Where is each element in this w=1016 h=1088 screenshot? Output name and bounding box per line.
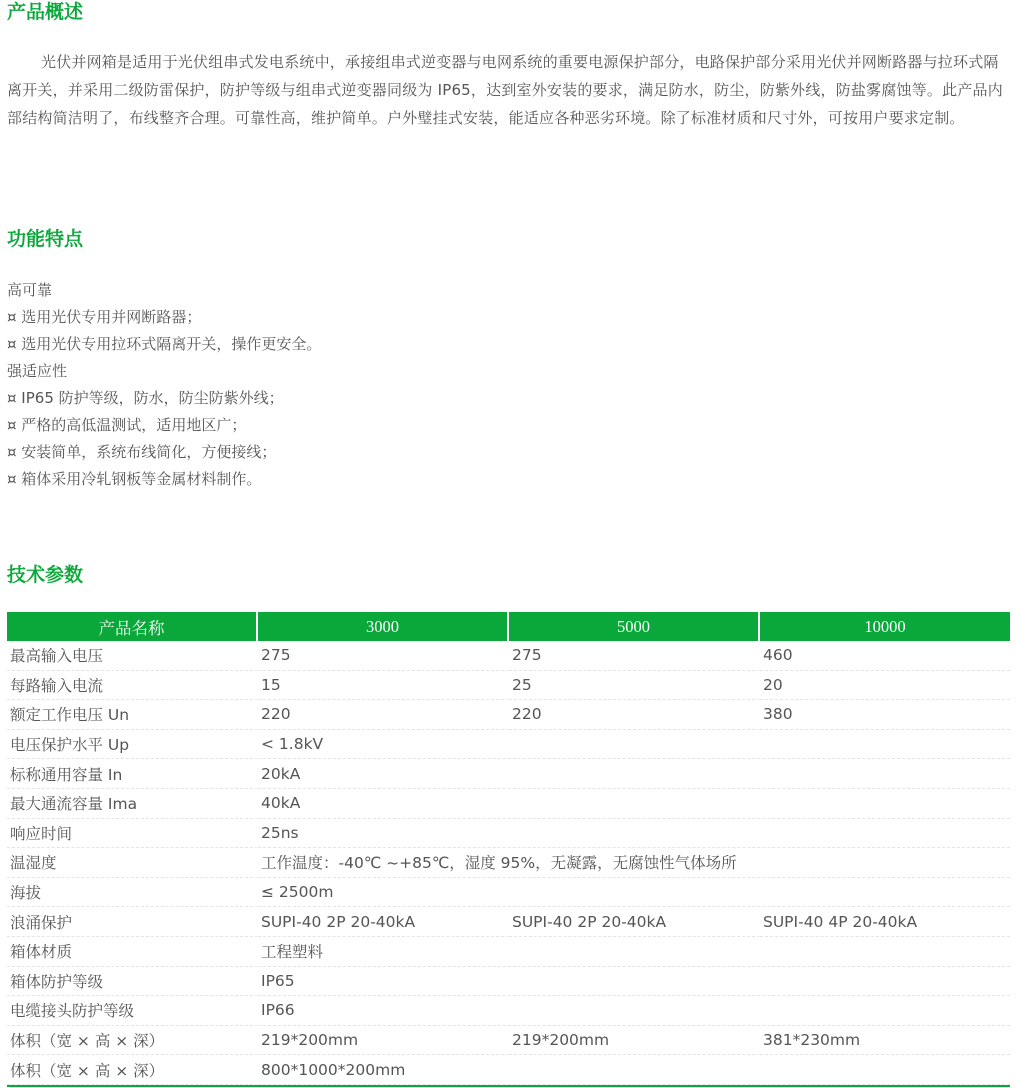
- table-row: [7, 671, 1010, 701]
- specs-heading: 技术参数: [7, 564, 84, 586]
- spec-table: [7, 612, 1010, 1087]
- param-value-cell: IP65: [258, 967, 1010, 997]
- feature-item: ¤ 箱体采用冷轧钢板等金属材料制作。: [7, 470, 262, 488]
- feature-item: ¤ 严格的高低温测试，适用地区广；: [7, 416, 247, 434]
- param-value-cell: 25: [509, 671, 760, 701]
- table-row: [7, 700, 1010, 730]
- spec-header-row: [7, 612, 1010, 641]
- param-value-cell: 20kA: [258, 759, 1010, 789]
- param-value-cell: ≤ 2500m: [258, 878, 1010, 908]
- table-row: [7, 937, 1010, 967]
- param-name-cell: 温湿度: [7, 848, 258, 878]
- param-value-cell: IP66: [258, 996, 1010, 1026]
- param-value-cell: 40kA: [258, 789, 1010, 819]
- table-row: [7, 848, 1010, 878]
- param-value-cell: 25ns: [258, 819, 1010, 849]
- param-value-cell: SUPI-40 2P 20-40kA: [258, 907, 509, 937]
- table-row: [7, 1026, 1010, 1056]
- header-model-5000: 5000: [509, 612, 760, 641]
- param-name-cell: 最高输入电压: [7, 641, 258, 671]
- param-name-cell: 最大通流容量 Ima: [7, 789, 258, 819]
- param-name-cell: 额定工作电压 Un: [7, 700, 258, 730]
- features-list: [7, 277, 907, 493]
- param-name-cell: 每路输入电流: [7, 671, 258, 701]
- overview-paragraph: 光伏并网箱是适用于光伏组串式发电系统中，承接组串式逆变器与电网系统的重要电源保护部分，电路保护部分采用光伏并网断路器与拉环式隔离开关，并采用二级防雷保护，防护等级与组串式逆变器同级为 IP65，达到室外安装的要求，满足防水，防尘，防紫外线，防盐雾腐蚀等。此产品内部结构简洁明了，布线整齐合理。可靠性高，维护简单。户外璧挂式安装，能适应各种恶劣环境。除了标准材质和尺寸外，可按用户要求定制。: [7, 53, 1003, 127]
- param-value-cell: 220: [509, 700, 760, 730]
- table-row: [7, 759, 1010, 789]
- param-name-cell: 浪涌保护: [7, 907, 258, 937]
- feature-category: 高可靠: [7, 281, 53, 299]
- param-value-cell: 460: [760, 641, 1010, 671]
- table-row: [7, 907, 1010, 937]
- param-name-cell: 标称通用容量 In: [7, 759, 258, 789]
- param-value-cell: 15: [258, 671, 509, 701]
- param-value-cell: 220: [258, 700, 509, 730]
- table-row: [7, 1055, 1010, 1085]
- table-row: [7, 967, 1010, 997]
- feature-item: ¤ IP65 防护等级，防水，防尘防紫外线；: [7, 389, 284, 407]
- table-row: [7, 730, 1010, 760]
- param-value-cell: 工作温度：-40℃ ~+85℃，湿度 95%，无凝露，无腐蚀性气体场所: [258, 848, 1010, 878]
- param-value-cell: 800*1000*200mm: [258, 1055, 1010, 1085]
- header-model-10000: 10000: [760, 612, 1010, 641]
- overview-heading: 产品概述: [7, 1, 84, 23]
- param-name-cell: 体积（宽 × 高 × 深）: [7, 1026, 258, 1056]
- param-value-cell: 275: [258, 641, 509, 671]
- param-name-cell: 箱体防护等级: [7, 967, 258, 997]
- header-model-3000: 3000: [258, 612, 509, 641]
- table-row: [7, 878, 1010, 908]
- spec-table-body: [7, 641, 1010, 1085]
- param-value-cell: < 1.8kV: [258, 730, 1010, 760]
- table-row: [7, 641, 1010, 671]
- param-value-cell: 219*200mm: [509, 1026, 760, 1056]
- param-value-cell: 工程塑料: [258, 937, 1010, 967]
- param-name-cell: 海拔: [7, 878, 258, 908]
- table-row: [7, 996, 1010, 1026]
- param-value-cell: 381*230mm: [760, 1026, 1010, 1056]
- param-value-cell: 275: [509, 641, 760, 671]
- features-heading: 功能特点: [7, 228, 84, 250]
- param-value-cell: SUPI-40 4P 20-40kA: [760, 907, 1010, 937]
- param-name-cell: 响应时间: [7, 819, 258, 849]
- param-value-cell: SUPI-40 2P 20-40kA: [509, 907, 760, 937]
- param-name-cell: 体积（宽 × 高 × 深）: [7, 1055, 258, 1085]
- table-row: [7, 819, 1010, 849]
- feature-item: ¤ 安装简单，系统布线简化，方便接线；: [7, 443, 277, 461]
- param-value-cell: 219*200mm: [258, 1026, 509, 1056]
- header-product-name: 产品名称: [7, 612, 258, 641]
- param-name-cell: 箱体材质: [7, 937, 258, 967]
- param-name-cell: 电压保护水平 Up: [7, 730, 258, 760]
- param-value-cell: 20: [760, 671, 1010, 701]
- feature-item: ¤ 选用光伏专用拉环式隔离开关，操作更安全。: [7, 335, 322, 353]
- param-value-cell: 380: [760, 700, 1010, 730]
- param-name-cell: 电缆接头防护等级: [7, 996, 258, 1026]
- table-row: [7, 789, 1010, 819]
- feature-item: ¤ 选用光伏专用并网断路器；: [7, 308, 202, 326]
- feature-category: 强适应性: [7, 362, 68, 380]
